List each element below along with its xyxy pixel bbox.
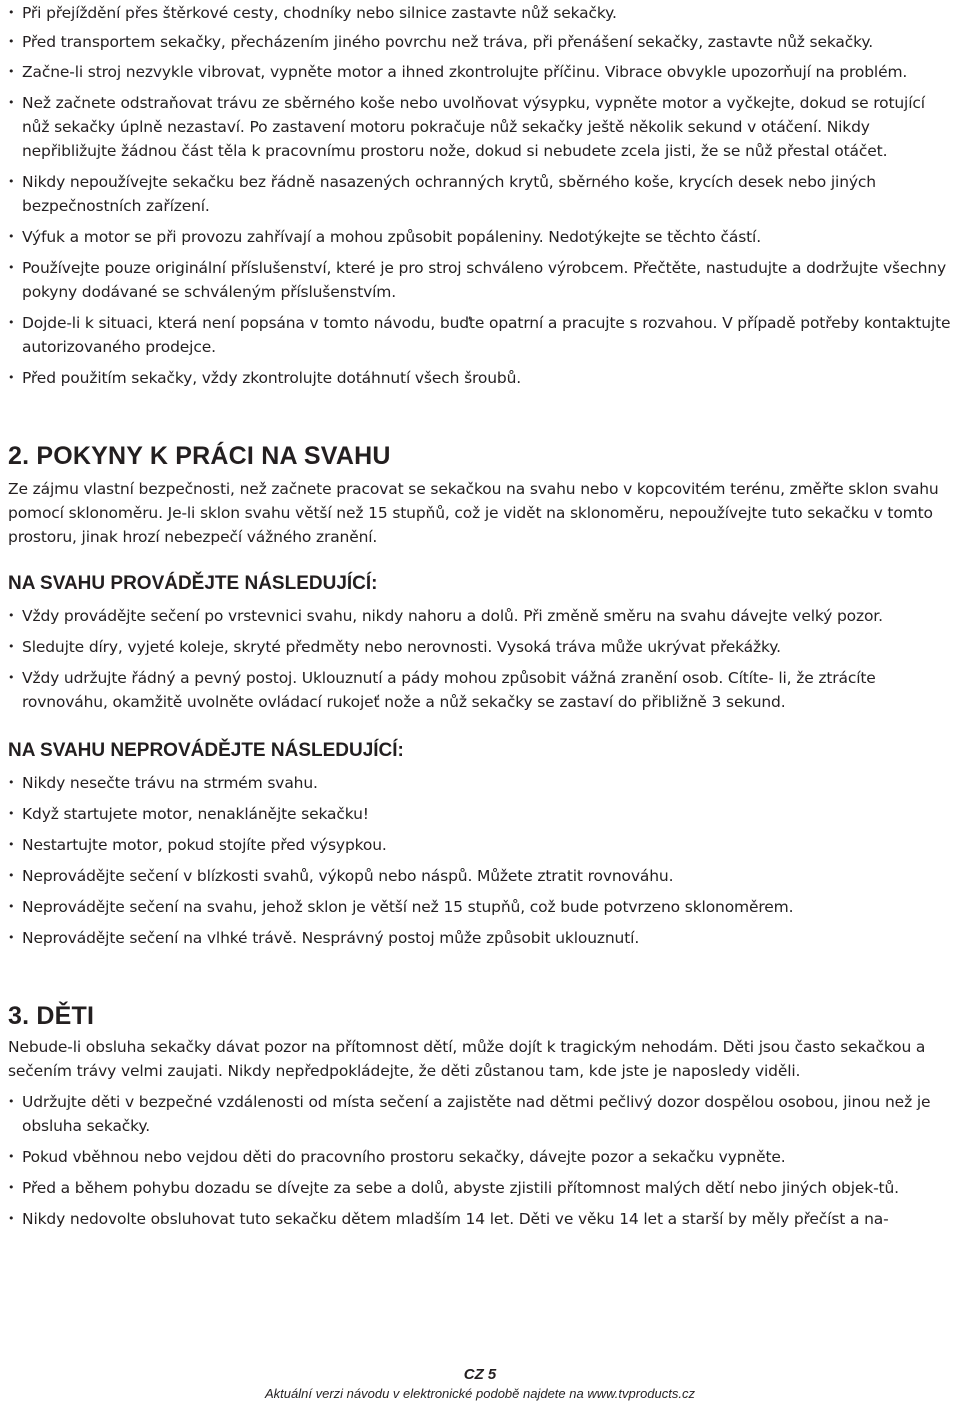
- page-number: CZ 5: [463, 1366, 497, 1383]
- page-content: [8, 0, 952, 1238]
- list-item: • Neprovádějte sečení v blízkosti svahů, výkopů nebo náspů. Můžete ztratit rovnováhu.: [8, 864, 952, 888]
- subheading-slope-dont: NA SVAHU NEPROVÁDĚJTE NÁSLEDUJÍCÍ:: [8, 740, 404, 761]
- subheading-slope-do: NA SVAHU PROVÁDĚJTE NÁSLEDUJÍCÍ:: [8, 573, 378, 594]
- section-intro-slope: Ze zájmu vlastní bezpečnosti, než začnete pracovat se sekačkou na svahu nebo v kopcovitém terénu, změřte sklon svahu pomocí sklonoměru. Je-li sklon svahu větší než 15 stupňů, což je vidět na sklonoměru, nepoužívejte tuto sekačku v tomto prostoru, jinak hrozí nebezpečí vážného zranění.: [8, 480, 939, 546]
- list-item: • Dojde-li k situaci, která není popsána v tomto návodu, buďte opatrní a pracujte s rozvahou. V případě potřeby kontaktujte autorizovaného prodejce.: [8, 311, 952, 359]
- list-item: • Před transportem sekačky, přecházením jiného povrchu než tráva, při přenášení sekačky, zastavte nůž sekačky.: [8, 30, 952, 54]
- list-item: • Neprovádějte sečení na svahu, jehož sklon je větší než 15 stupňů, což bude potvrzeno sklonoměrem.: [8, 895, 952, 919]
- section-intro-children: Nebude-li obsluha sekačky dávat pozor na přítomnost dětí, může dojít k tragickým nehodám. Děti jsou často sekačkou a sečením trávy velmi zaujati. Nikdy nepředpokládejte, že děti zůstanou tam, kde jste je naposledy viděli.: [8, 1038, 926, 1080]
- footer-note: Aktuální verzi návodu v elektronické podobě najdete na www.tvproducts.cz: [265, 1386, 695, 1401]
- list-item: • Když startujete motor, nenaklánějte sekačku!: [8, 802, 952, 826]
- list-item: • Vždy provádějte sečení po vrstevnici svahu, nikdy nahoru a dolů. Při změně směru na svahu dávejte velký pozor.: [8, 604, 952, 628]
- list-item: • Než začnete odstraňovat trávu ze sběrného koše nebo uvolňovat výsypku, vypněte motor a vyčkejte, dokud se rotující nůž sekačky úplně nezastaví. Po zastavení motoru pokračuje nůž sekačky ještě několik sekund v otáčení. Nikdy nepřibližujte žádnou část těla k pracovnímu prostoru nože, dokud si nebudete zcela jisti, že se nůž přestal otáčet.: [8, 91, 952, 163]
- list-item: • Výfuk a motor se při provozu zahřívají a mohou způsobit popáleniny. Nedotýkejte se těchto částí.: [8, 225, 952, 249]
- list-item: • Nestartujte motor, pokud stojíte před výsypkou.: [8, 833, 952, 857]
- list-item: • Nikdy nepoužívejte sekačku bez řádně nasazených ochranných krytů, sběrného koše, krycích desek nebo jiných bezpečnostních zařízení.: [8, 170, 952, 218]
- section-heading-children: 3. DĚTI: [8, 1002, 95, 1030]
- list-item: • Před použitím sekačky, vždy zkontrolujte dotáhnutí všech šroubů.: [8, 366, 952, 390]
- list-item: • Začne-li stroj nezvykle vibrovat, vypněte motor a ihned zkontrolujte příčinu. Vibrace obvykle upozorňují na problém.: [8, 60, 952, 84]
- list-item: • Vždy udržujte řádný a pevný postoj. Uklouznutí a pády mohou způsobit vážná zranění osob. Cítíte- li, že ztrácíte rovnováhu, okamžitě uvolněte ovládací rukojeť nože a nůž sekačky se zastaví do přibližně 3 sekund.: [8, 666, 952, 714]
- list-item: • Udržujte děti v bezpečné vzdálenosti od místa sečení a zajistěte nad dětmi pečlivý dozor dospělou osobou, jinou než je obsluha sekačky.: [8, 1090, 952, 1138]
- list-item: • Při přejíždění přes štěrkové cesty, chodníky nebo silnice zastavte nůž sekačky.: [8, 0, 952, 26]
- list-item: • Před a během pohybu dozadu se dívejte za sebe a dolů, abyste zjistili přítomnost malých dětí nebo jiných objek-tů.: [8, 1176, 952, 1200]
- list-item: • Sledujte díry, vyjeté koleje, skryté předměty nebo nerovnosti. Vysoká tráva může ukrývat překážky.: [8, 635, 952, 659]
- list-item: • Používejte pouze originální příslušenství, které je pro stroj schváleno výrobcem. Přečtěte, nastudujte a dodržujte všechny pokyny dodávané se schváleným příslušenstvím.: [8, 256, 952, 304]
- list-item: • Neprovádějte sečení na vlhké trávě. Nesprávný postoj může způsobit uklouznutí.: [8, 926, 952, 950]
- section-heading-slope: 2. POKYNY K PRÁCI NA SVAHU: [8, 442, 391, 470]
- list-item: • Pokud vběhnou nebo vejdou děti do pracovního prostoru sekačky, dávejte pozor a sekačku vypněte.: [8, 1145, 952, 1169]
- list-item: • Nikdy nedovolte obsluhovat tuto sekačku dětem mladším 14 let. Děti ve věku 14 let a starší by měly přečíst a na-: [8, 1207, 952, 1231]
- list-item: • Nikdy nesečte trávu na strmém svahu.: [8, 771, 952, 795]
